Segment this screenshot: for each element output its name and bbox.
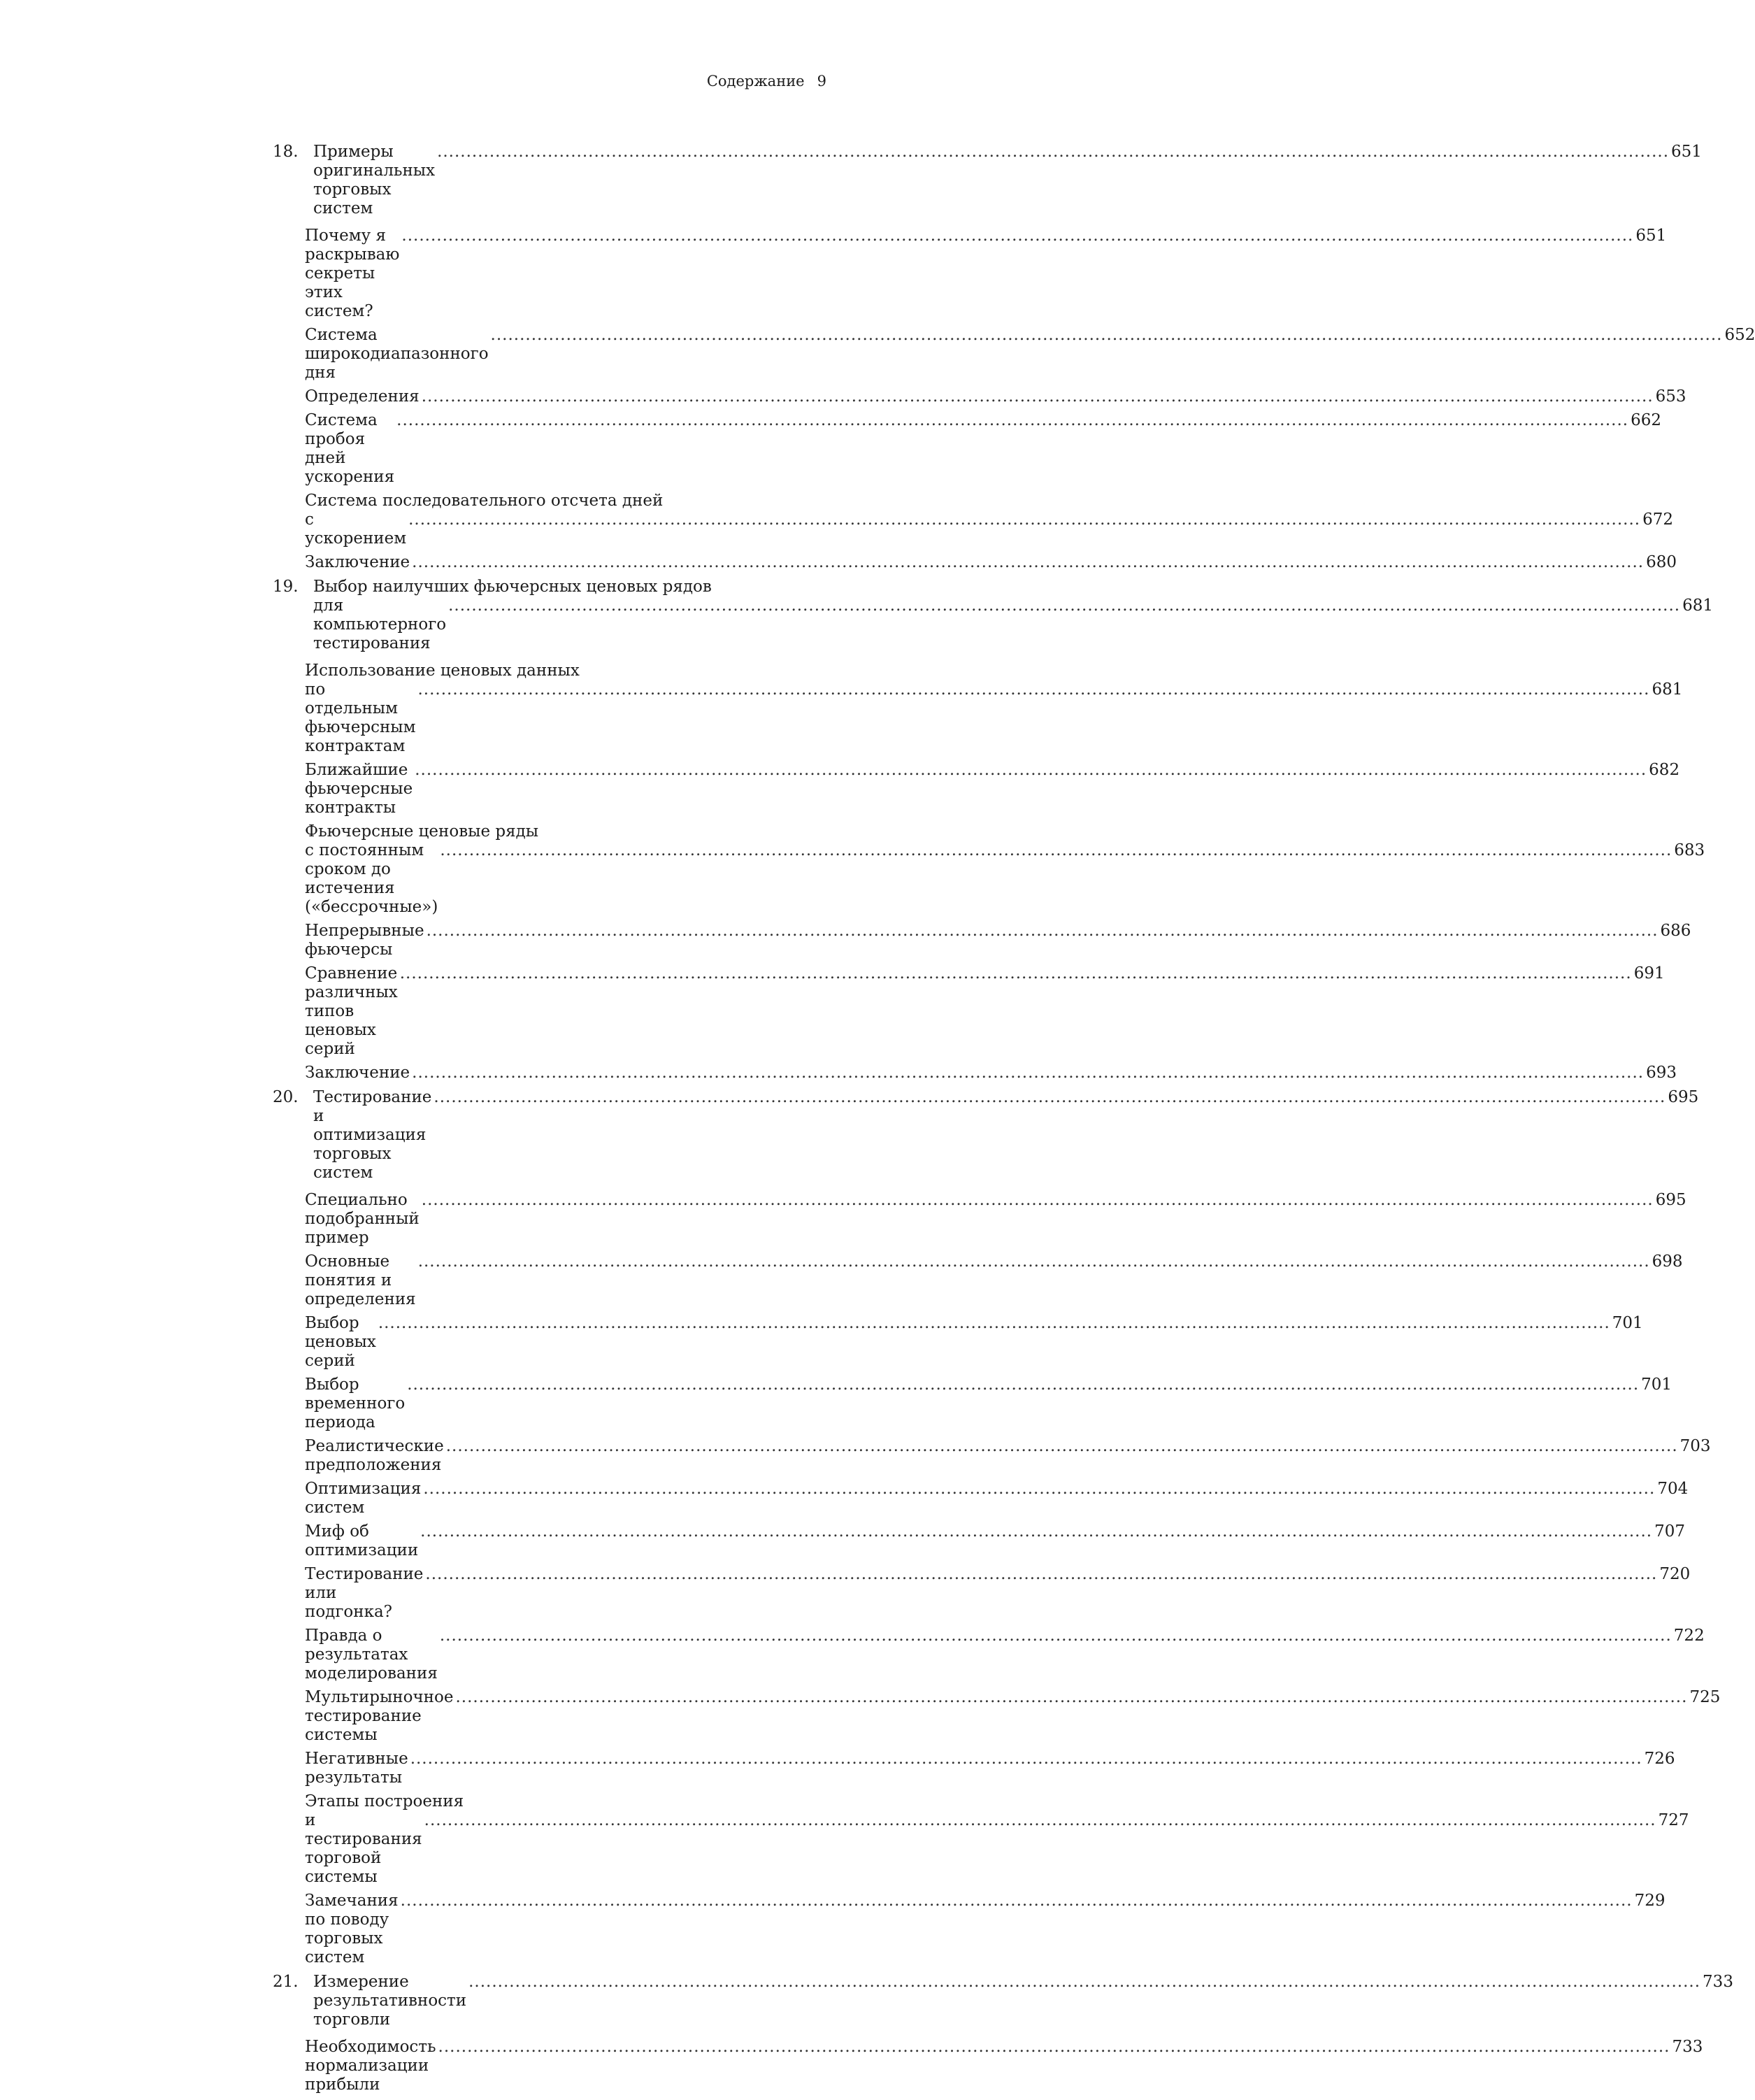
section-title: Правда о результатах моделирования — [305, 1627, 438, 1683]
toc-entry[interactable] — [273, 662, 798, 756]
dot-leader — [423, 1480, 1655, 1499]
chapter-number: 19. — [273, 578, 313, 597]
page-ref: 703 — [1680, 1437, 1711, 1456]
page-ref: 653 — [1656, 387, 1686, 406]
dot-leader — [437, 143, 1669, 162]
dot-leader — [434, 1088, 1666, 1107]
page-ref: 704 — [1657, 1480, 1688, 1499]
dot-leader — [448, 597, 1680, 615]
page-ref: 652 — [1725, 326, 1755, 345]
page-ref: 680 — [1646, 553, 1677, 572]
dot-leader — [422, 387, 1654, 406]
toc-entry[interactable] — [273, 1437, 798, 1475]
toc-entry[interactable] — [273, 1522, 798, 1560]
section-title: Система широкодиапазонного дня — [305, 326, 489, 383]
toc-entry[interactable] — [273, 578, 798, 653]
chapter-20 — [273, 1088, 798, 1967]
page-ref: 729 — [1635, 1892, 1666, 1910]
toc-entry[interactable] — [273, 1376, 798, 1432]
chapter-title: Измерение результативности торговли — [313, 1973, 466, 2029]
chapter-title: для компьютерного тестирования — [313, 597, 446, 653]
dot-leader — [440, 841, 1672, 860]
dot-leader — [401, 227, 1633, 245]
dot-leader — [420, 1522, 1652, 1541]
section-title: Определения — [305, 387, 420, 406]
dot-leader — [424, 1811, 1656, 1830]
page-ref: 695 — [1668, 1088, 1698, 1107]
page-ref: 698 — [1652, 1252, 1683, 1271]
section-title-line1: Система последовательного отсчета дней — [305, 492, 1673, 510]
toc-entry[interactable] — [273, 1314, 798, 1371]
page-ref: 720 — [1659, 1565, 1690, 1584]
toc-entry[interactable] — [273, 964, 798, 1059]
toc-entry[interactable] — [273, 2038, 798, 2094]
toc-entry[interactable] — [273, 553, 798, 572]
dot-leader — [455, 1688, 1687, 1707]
page-ref: 662 — [1631, 411, 1661, 430]
page-ref: 695 — [1656, 1191, 1686, 1210]
section-title: Система пробоя дней ускорения — [305, 411, 394, 487]
dot-leader — [400, 964, 1632, 983]
section-title: Ближайшие фьючерсные контракты — [305, 761, 413, 817]
page-ref: 651 — [1671, 143, 1702, 162]
section-title: и тестирования торговой системы — [305, 1811, 422, 1887]
dot-leader — [438, 2038, 1670, 2057]
dot-leader — [468, 1973, 1700, 1992]
dot-leader — [418, 1252, 1650, 1271]
section-title: Негативные результаты — [305, 1750, 408, 1787]
toc-entry[interactable] — [273, 1565, 798, 1622]
chapter-title: Тестирование и оптимизация торговых систем — [313, 1088, 431, 1183]
chapter-21 — [273, 1973, 798, 2094]
dot-leader — [425, 1565, 1657, 1584]
toc-entry[interactable] — [273, 492, 798, 548]
toc-entry[interactable] — [273, 1252, 798, 1309]
section-title: Заключение — [305, 553, 410, 572]
section-title: Сравнение различных типов ценовых серий — [305, 964, 398, 1059]
page-ref: 701 — [1641, 1376, 1672, 1394]
section-title: Мультирыночное тестирование системы — [305, 1688, 453, 1745]
toc-entry[interactable] — [273, 227, 798, 321]
chapter-19 — [273, 578, 798, 1083]
section-title: Миф об оптимизации — [305, 1522, 418, 1560]
page-ref: 693 — [1646, 1064, 1677, 1083]
section-title-line1: Использование ценовых данных — [305, 662, 1682, 680]
running-header-title: Содержание — [707, 73, 805, 90]
chapter-title: Примеры оригинальных торговых систем — [313, 143, 435, 218]
section-title: Выбор ценовых серий — [305, 1314, 376, 1371]
page-ref: 733 — [1703, 1973, 1733, 1992]
dot-leader — [412, 553, 1644, 572]
page-ref: 672 — [1642, 510, 1673, 529]
dot-leader — [446, 1437, 1678, 1456]
page-ref: 707 — [1654, 1522, 1685, 1541]
page-ref: 681 — [1682, 597, 1713, 615]
page-ref: 722 — [1674, 1627, 1705, 1645]
section-title: с ускорением — [305, 510, 406, 548]
chapter-18 — [273, 143, 798, 572]
page-number: 9 — [817, 73, 826, 90]
dot-leader — [410, 1750, 1642, 1769]
running-header — [707, 73, 826, 90]
dot-leader — [401, 1892, 1633, 1910]
section-title: Специально подобранный пример — [305, 1191, 420, 1248]
toc-entry[interactable] — [273, 1480, 798, 1517]
section-title: Замечания по поводу торговых систем — [305, 1892, 399, 1967]
toc-entry[interactable] — [273, 326, 798, 383]
toc-entry[interactable] — [273, 1892, 798, 1967]
toc-entry[interactable] — [273, 922, 798, 959]
section-title: Почему я раскрываю секреты этих систем? — [305, 227, 399, 321]
section-title: с постоянным сроком до истечения («бессрочные») — [305, 841, 438, 917]
toc-entry[interactable] — [273, 1088, 798, 1183]
chapter-number: 21. — [273, 1973, 313, 1992]
dot-leader — [378, 1314, 1610, 1333]
dot-leader — [412, 1064, 1644, 1083]
dot-leader — [440, 1627, 1672, 1645]
toc-entry[interactable] — [273, 387, 798, 406]
section-title-line1: Этапы построения — [305, 1792, 1689, 1811]
page-ref: 691 — [1634, 964, 1665, 983]
toc-entry[interactable] — [273, 1627, 798, 1683]
toc-entry[interactable] — [273, 1973, 798, 2029]
section-title: Основные понятия и определения — [305, 1252, 416, 1309]
section-title-line1: Фьючерсные ценовые ряды — [305, 822, 1705, 841]
dot-leader — [407, 1376, 1639, 1394]
page-ref: 725 — [1689, 1688, 1720, 1707]
dot-leader — [417, 680, 1649, 699]
toc-entry[interactable] — [273, 1191, 798, 1248]
page-ref: 683 — [1674, 841, 1705, 860]
dot-leader — [427, 922, 1659, 941]
section-title: Реалистические предположения — [305, 1437, 444, 1475]
page-ref: 726 — [1645, 1750, 1675, 1769]
dot-leader — [396, 411, 1628, 430]
page-ref: 682 — [1649, 761, 1679, 780]
section-title: Тестирование или подгонка? — [305, 1565, 423, 1622]
toc-entry[interactable] — [273, 143, 798, 218]
toc-entry[interactable] — [273, 1064, 798, 1083]
dot-leader — [422, 1191, 1654, 1210]
dot-leader — [491, 326, 1723, 345]
section-title: Выбор временного периода — [305, 1376, 405, 1432]
page-ref: 681 — [1652, 680, 1682, 699]
toc-entry[interactable] — [273, 761, 798, 817]
table-of-contents — [273, 143, 798, 2100]
page-ref: 727 — [1659, 1811, 1689, 1830]
section-title: Оптимизация систем — [305, 1480, 421, 1517]
chapter-number: 18. — [273, 143, 313, 162]
page-ref: 733 — [1672, 2038, 1703, 2057]
toc-entry[interactable] — [273, 822, 798, 917]
section-title: Необходимость нормализации прибыли — [305, 2038, 436, 2094]
chapter-title-line1: Выбор наилучших фьючерсных ценовых рядов — [313, 578, 1713, 597]
toc-entry[interactable] — [273, 1750, 798, 1787]
section-title: Непрерывные фьючерсы — [305, 922, 424, 959]
toc-entry[interactable] — [273, 1792, 798, 1887]
toc-entry[interactable] — [273, 1688, 798, 1745]
section-title: Заключение — [305, 1064, 410, 1083]
page-ref: 686 — [1661, 922, 1691, 941]
chapter-number: 20. — [273, 1088, 313, 1107]
page-ref: 651 — [1635, 227, 1666, 245]
toc-entry[interactable] — [273, 411, 798, 487]
dot-leader — [415, 761, 1647, 780]
section-title: по отдельным фьючерсным контрактам — [305, 680, 415, 756]
dot-leader — [408, 510, 1640, 529]
page-ref: 701 — [1612, 1314, 1643, 1333]
